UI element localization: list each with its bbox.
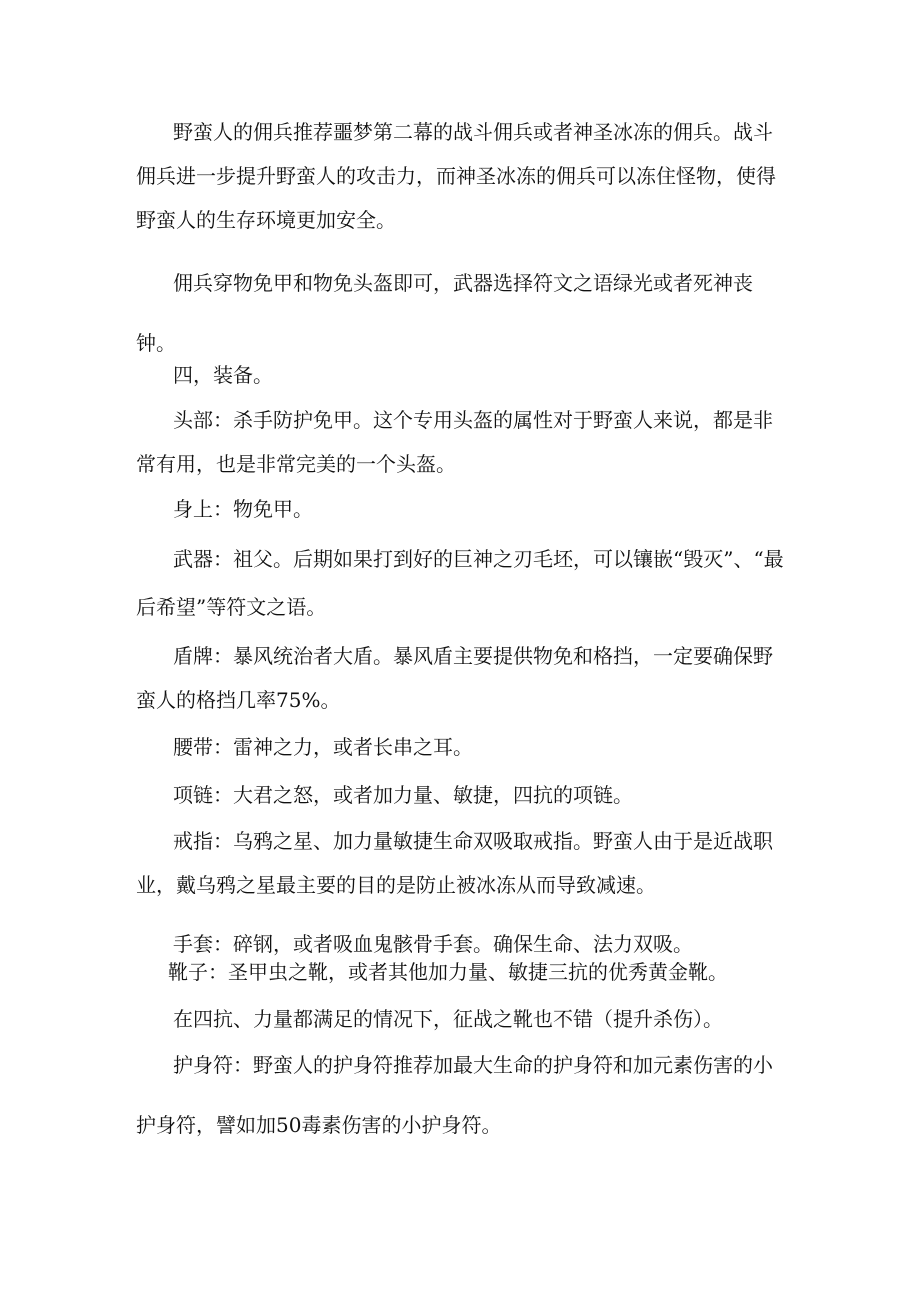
paragraph-boots-alternative: 在四抗、力量都满足的情况下，征战之靴也不错（提升杀伤）。 (173, 1007, 723, 1031)
paragraph-shield: 盾牌：暴风统治者大盾。暴风盾主要提供物免和格挡，一定要确保野蛮人的格挡几率75%。 (136, 644, 773, 712)
section-heading-equipment: 四，装备。 (173, 363, 273, 387)
paragraph-amulet: 护身符：野蛮人的护身符推荐加最大生命的护身符和加元素伤害的小护身符，譬如加50毒素伤害的小护身符。 (136, 1053, 773, 1137)
paragraph-belt: 腰带：雷神之力，或者长串之耳。 (173, 735, 473, 759)
paragraph-mercenary-recommendation: 野蛮人的佣兵推荐噩梦第二幕的战斗佣兵或者神圣冰冻的佣兵。战斗佣兵进一步提升野蛮人的攻击力，而神圣冰冻的佣兵可以冻住怪物，使得野蛮人的生存环境更加安全。 (136, 120, 776, 232)
paragraph-boots: 靴子：圣甲虫之靴，或者其他加力量、敏捷三抗的优秀黄金靴。 (168, 960, 728, 984)
paragraph-mercenary-gear: 佣兵穿物免甲和物免头盔即可，武器选择符文之语绿光或者死神丧钟。 (136, 271, 753, 355)
paragraph-gloves: 手套：碎钢，或者吸血鬼骸骨手套。确保生命、法力双吸。 (173, 932, 693, 956)
paragraph-necklace: 项链：大君之怒，或者加力量、敏捷，四抗的项链。 (173, 783, 633, 807)
paragraph-rings: 戒指：乌鸦之星、加力量敏捷生命双吸取戒指。野蛮人由于是近战职业，戴乌鸦之星最主要的目的是防止被冰冻从而导致减速。 (136, 829, 773, 897)
paragraph-body-armor: 身上：物免甲。 (173, 497, 313, 521)
paragraph-head: 头部：杀手防护免甲。这个专用头盔的属性对于野蛮人来说，都是非常有用，也是非常完美的一个头盔。 (136, 408, 773, 476)
paragraph-weapon: 武器：祖父。后期如果打到好的巨神之刃毛坯，可以镶嵌“毁灭”、“最后希望”等符文之语。 (136, 547, 784, 619)
